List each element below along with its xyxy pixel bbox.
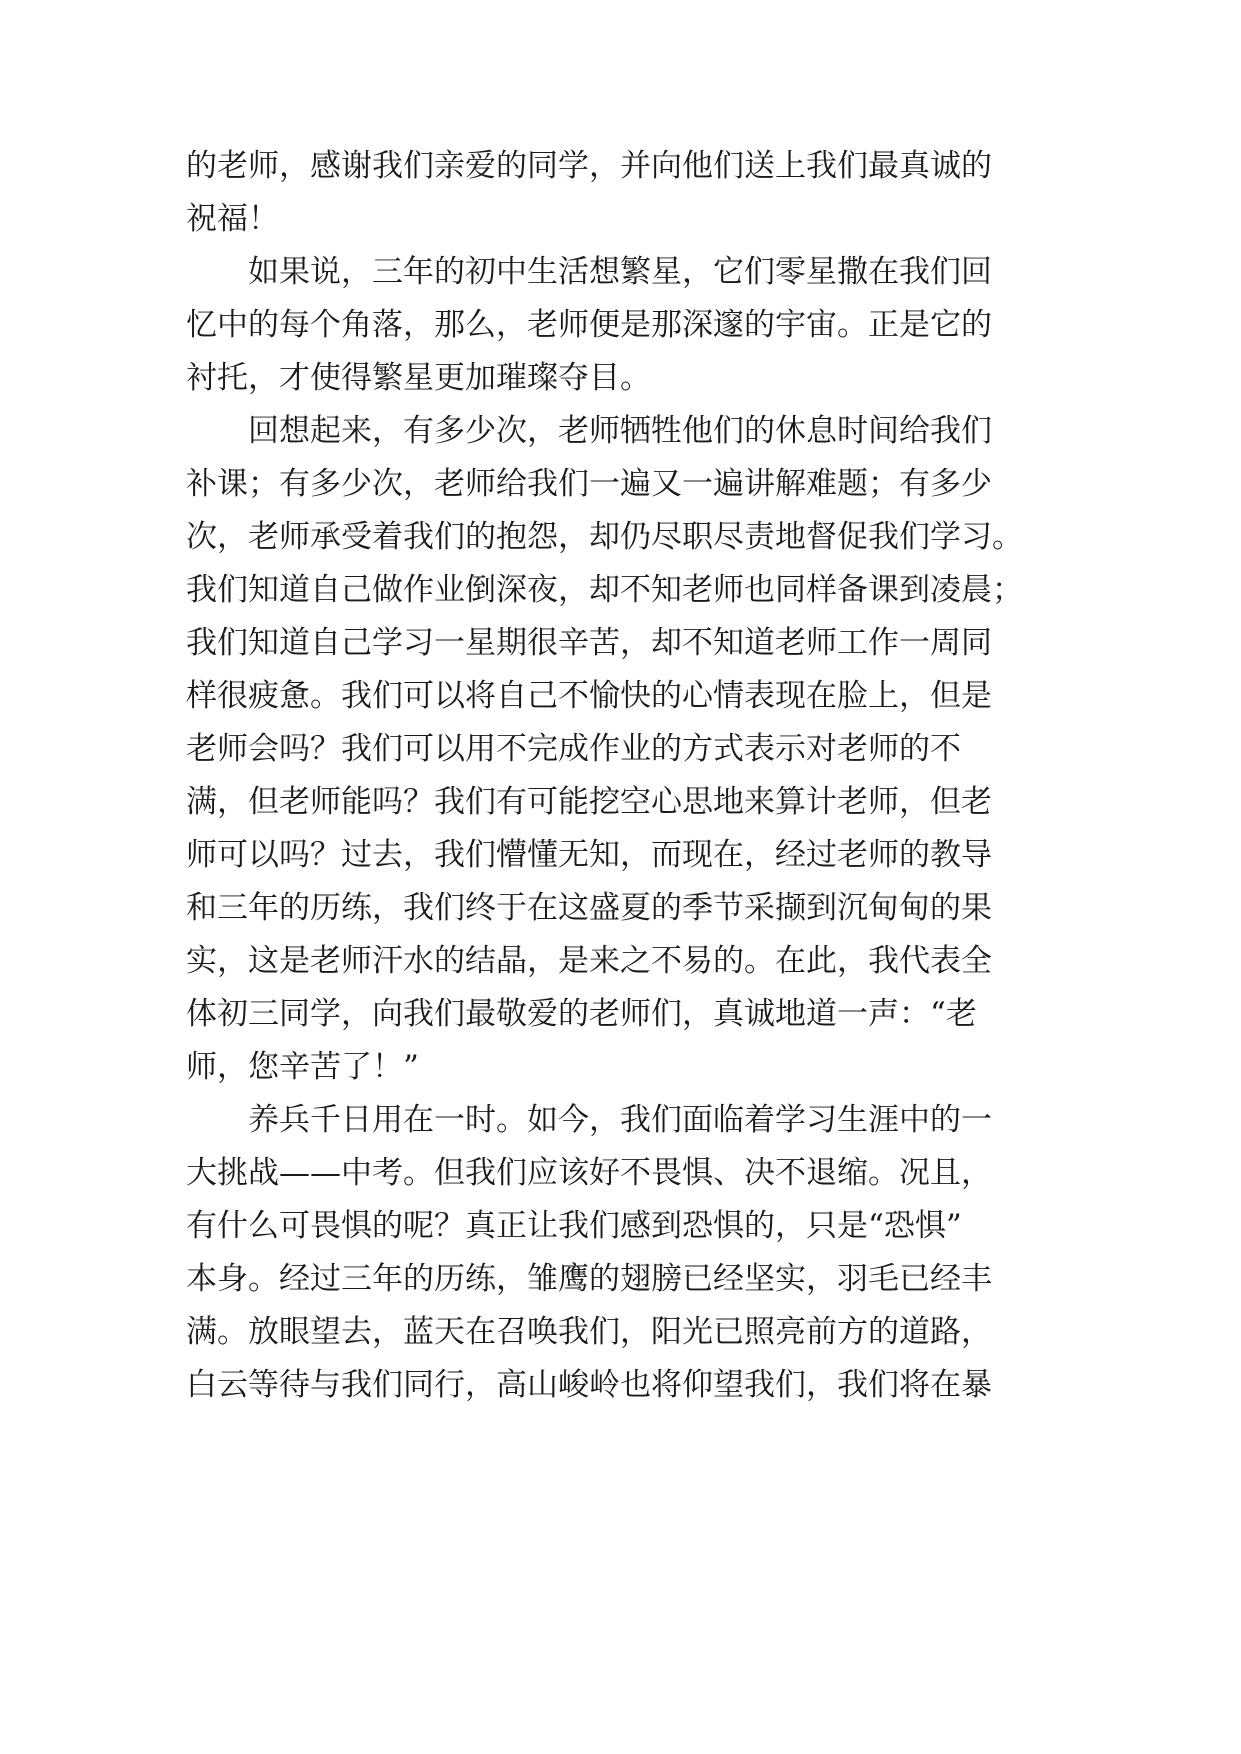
text-line: 我们知道自己学习一星期很辛苦，却不知道老师工作一周同 bbox=[186, 625, 992, 661]
text-line: 白云等待与我们同行，高山峻岭也将仰望我们，我们将在暴 bbox=[186, 1367, 992, 1403]
text-line: 和三年的历练，我们终于在这盛夏的季节采撷到沉甸甸的果 bbox=[186, 890, 992, 926]
text-line: 有什么可畏惧的呢？真正让我们感到恐惧的，只是“恐惧” bbox=[186, 1208, 962, 1244]
text-line: 我们知道自己做作业倒深夜，却不知老师也同样备课到凌晨； bbox=[186, 572, 1023, 608]
text-line: 体初三同学，向我们最敬爱的老师们，真诚地道一声：“老 bbox=[186, 996, 977, 1032]
paragraph-start-line: 养兵千日用在一时。如今，我们面临着学习生涯中的一 bbox=[248, 1102, 992, 1138]
text-line: 满，但老师能吗？我们有可能挖空心思地来算计老师，但老 bbox=[186, 784, 992, 820]
text-line: 老师会吗？我们可以用不完成作业的方式表示对老师的不 bbox=[186, 731, 961, 767]
text-line: 满。放眼望去，蓝天在召唤我们，阳光已照亮前方的道路， bbox=[186, 1314, 992, 1350]
text-line: 样很疲惫。我们可以将自己不愉快的心情表现在脸上，但是 bbox=[186, 678, 992, 714]
text-line: 实，这是老师汗水的结晶，是来之不易的。在此，我代表全 bbox=[186, 943, 992, 979]
text-line: 忆中的每个角落，那么，老师便是那深邃的宇宙。正是它的 bbox=[186, 307, 992, 343]
text-line: 师可以吗？过去，我们懵懂无知，而现在，经过老师的教导 bbox=[186, 837, 992, 873]
paragraph-start-line: 回想起来，有多少次，老师牺牲他们的休息时间给我们 bbox=[248, 413, 992, 449]
text-line: 补课；有多少次，老师给我们一遍又一遍讲解难题；有多少 bbox=[186, 466, 992, 502]
paragraph-start-line: 如果说，三年的初中生活想繁星，它们零星撒在我们回 bbox=[248, 254, 992, 290]
text-line: 的老师，感谢我们亲爱的同学，并向他们送上我们最真诚的 bbox=[186, 148, 992, 184]
text-line: 大挑战——中考。但我们应该好不畏惧、决不退缩。况且， bbox=[186, 1155, 992, 1191]
text-line: 次，老师承受着我们的抱怨，却仍尽职尽责地督促我们学习。 bbox=[186, 519, 1023, 555]
text-line: 衬托，才使得繁星更加璀璨夺目。 bbox=[186, 360, 651, 396]
text-line: 祝福！ bbox=[186, 201, 279, 237]
text-line: 师，您辛苦了！” bbox=[186, 1049, 419, 1085]
text-line: 本身。经过三年的历练，雏鹰的翅膀已经坚实，羽毛已经丰 bbox=[186, 1261, 992, 1297]
